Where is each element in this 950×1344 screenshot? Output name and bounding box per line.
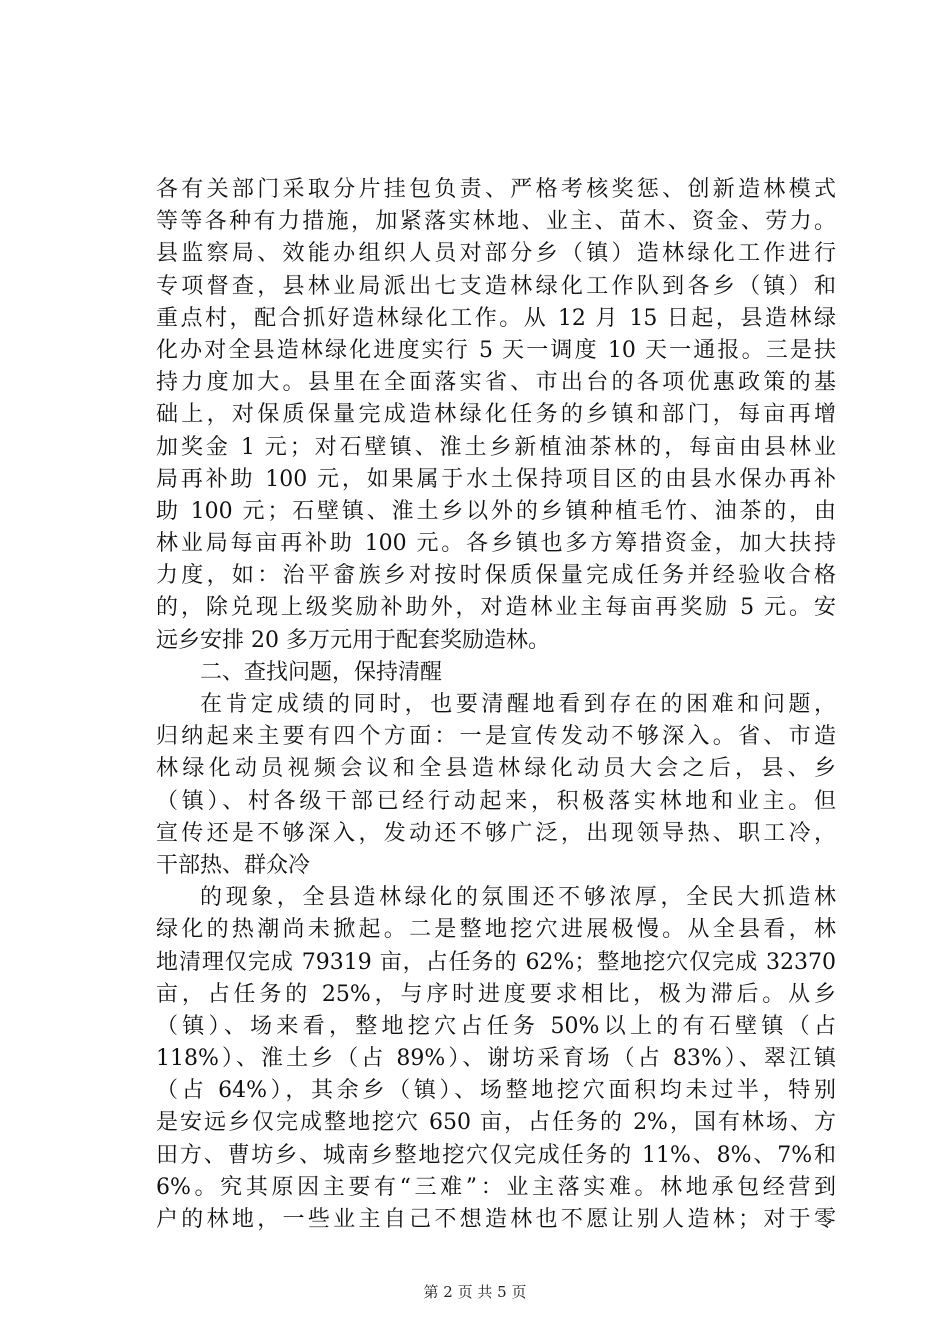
text-line: 加奖金 1 元；对石壁镇、淮土乡新植油茶林的，每亩由县林业 (156, 434, 836, 460)
text-line: （镇）、场来看，整地挖穴占任务 50%以上的有石壁镇（占 (156, 1013, 836, 1039)
text-line: （镇）、村各级干部已经行动起来，积极落实林地和业主。但 (156, 788, 836, 814)
text-line: 林绿化动员视频会议和全县造林绿化动员大会之后，县、乡 (156, 756, 836, 782)
text-line: 在肯定成绩的同时，也要清醒地看到存在的困难和问题， (200, 692, 836, 717)
text-line: 的现象，全县造林绿化的氛围还不够浓厚，全民大抓造林 (200, 885, 836, 911)
text-line: 县监察局、效能办组织人员对部分乡（镇）造林绿化工作进行 (156, 241, 836, 267)
text-line: 远乡安排 20 多万元用于配套奖励造林。 (156, 627, 550, 653)
page-number: 第 2 页 共 5 页 (423, 1283, 527, 1301)
text-line: 田方、曹坊乡、城南乡整地挖穴仅完成任务的 11%、8%、7%和 (156, 1142, 836, 1168)
page-footer (0, 1282, 950, 1302)
text-line: 户的林地，一些业主自己不想造林也不愿让别人造林；对于零 (156, 1207, 836, 1232)
text-line: 专项督查，县林业局派出七支造林绿化工作队到各乡（镇）和 (156, 273, 836, 299)
text-line: 绿化的热潮尚未掀起。二是整地挖穴进展极慢。从全县看，林 (156, 917, 836, 943)
text-line: 助 100 元；石壁镇、淮土乡以外的乡镇种植毛竹、油茶的，由 (156, 498, 836, 524)
text-line: 力度，如：治平畲族乡对按时保质保量完成任务并经验收合格 (156, 563, 836, 589)
text-line: （占 64%），其余乡（镇）、场整地挖穴面积均未过半，特别 (156, 1078, 836, 1104)
text-line: 局再补助 100 元，如果属于水土保持项目区的由县水保办再补 (156, 466, 836, 492)
text-line: 林业局每亩再补助 100 元。各乡镇也多方筹措资金，加大扶持 (156, 531, 836, 557)
text-line: 6%。究其原因主要有“三难”：业主落实难。林地承包经营到 (156, 1174, 836, 1200)
text-line: 地清理仅完成 79319 亩，占任务的 62%；整地挖穴仅完成 32370 (156, 949, 836, 975)
text-line: 各有关部门采取分片挂包负责、严格考核奖惩、创新造林模式 (156, 177, 836, 202)
text-line: 化办对全县造林绿化进度实行 5 天一调度 10 天一通报。三是扶 (156, 337, 836, 363)
text-line: 亩，占任务的 25%，与序时进度要求相比，极为滞后。从乡 (156, 981, 836, 1007)
text-line: 干部热、群众冷 (156, 852, 311, 878)
body-text (156, 174, 836, 1236)
section-heading: 二、查找问题，保持清醒 (200, 659, 443, 685)
text-line: 重点村，配合抓好造林绿化工作。从 12 月 15 日起，县造林绿 (156, 305, 836, 331)
text-line: 的，除兑现上级奖励补助外，对造林业主每亩再奖励 5 元。安 (156, 595, 836, 621)
text-line: 是安远乡仅完成整地挖穴 650 亩，占任务的 2%，国有林场、方 (156, 1110, 836, 1136)
text-line: 宣传还是不够深入，发动还不够广泛，出现领导热、职工冷， (156, 820, 836, 846)
text-line: 持力度加大。县里在全面落实省、市出台的各项优惠政策的基 (156, 370, 836, 396)
text-line: 118%）、淮土乡（占 89%）、谢坊采育场（占 83%）、翠江镇 (156, 1046, 836, 1072)
text-line: 等等各种有力措施，加紧落实林地、业主、苗木、资金、劳力。 (156, 209, 836, 235)
text-line: 础上，对保质保量完成造林绿化任务的乡镇和部门，每亩再增 (156, 402, 836, 428)
text-line: 归纳起来主要有四个方面：一是宣传发动不够深入。省、市造 (156, 724, 836, 750)
